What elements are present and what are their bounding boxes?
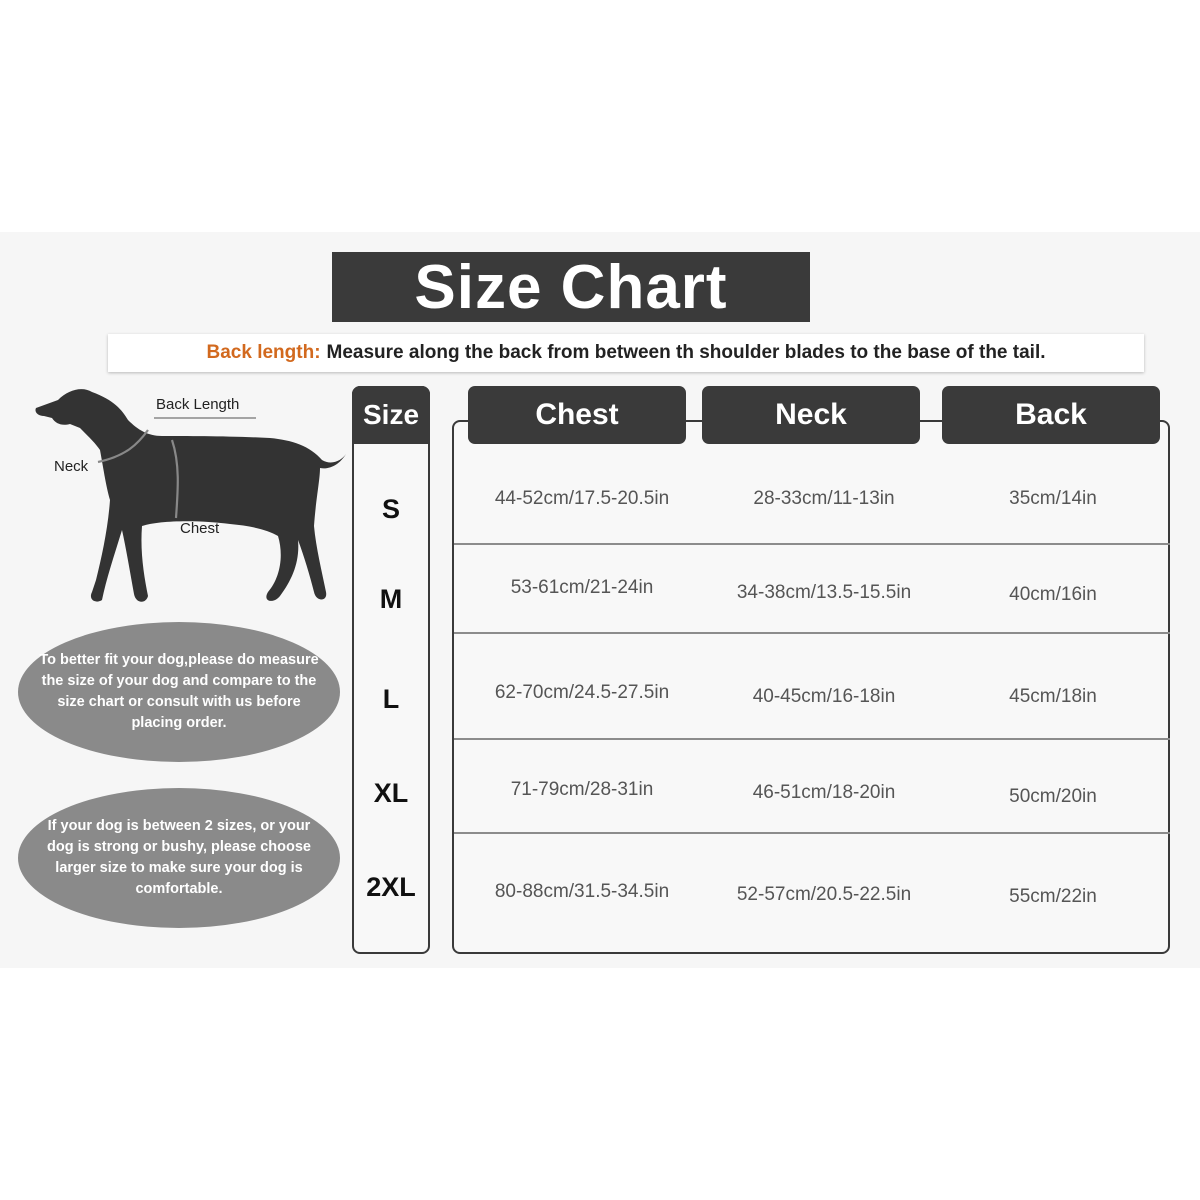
neck-column-header: Neck bbox=[702, 386, 920, 444]
size-column-header: Size bbox=[352, 386, 430, 444]
row-divider bbox=[454, 738, 1170, 740]
size-cell: M bbox=[379, 584, 403, 614]
neck-cell: 46-51cm/18-20in bbox=[752, 782, 896, 803]
chest-cell: 44-52cm/17.5-20.5in bbox=[494, 488, 670, 509]
back-length-note bbox=[108, 334, 1144, 372]
fit-advice-note bbox=[18, 622, 340, 762]
chest-cell: 53-61cm/21-24in bbox=[510, 577, 654, 598]
back-length-label: Back Length bbox=[156, 396, 240, 413]
neck-cell: 52-57cm/20.5-22.5in bbox=[736, 884, 912, 905]
size-column bbox=[352, 386, 430, 954]
back-cell: 45cm/18in bbox=[1009, 686, 1097, 707]
back-cell: 50cm/20in bbox=[1009, 786, 1097, 807]
dog-silhouette-icon bbox=[30, 380, 350, 620]
back-cell: 35cm/14in bbox=[1009, 488, 1097, 509]
chest-column-header: Chest bbox=[468, 386, 686, 444]
size-cell: 2XL bbox=[366, 872, 416, 902]
row-divider bbox=[454, 543, 1170, 545]
neck-cell: 40-45cm/16-18in bbox=[752, 686, 896, 707]
dog-diagram bbox=[30, 380, 350, 620]
back-length-note-label: Back length: bbox=[206, 342, 321, 363]
back-cell: 55cm/22in bbox=[1009, 886, 1097, 907]
back-length-note-text: Measure along the back from between th shoulder blades to the base of the tail. bbox=[326, 342, 1046, 363]
back-cell: 40cm/16in bbox=[1009, 584, 1097, 605]
chest-cell: 71-79cm/28-31in bbox=[510, 779, 654, 800]
between-sizes-text: If your dog is between 2 sizes, or your dog is strong or bushy, please choose larger size to make sure your dog is comfortable. bbox=[46, 818, 311, 897]
back-column-header: Back bbox=[942, 386, 1160, 444]
neck-label: Neck bbox=[54, 458, 89, 475]
chest-cell: 62-70cm/24.5-27.5in bbox=[494, 682, 670, 703]
row-divider bbox=[454, 832, 1170, 834]
size-cell: L bbox=[382, 684, 400, 714]
fit-advice-text: To better fit your dog,please do measure the size of your dog and compare to the size chart or consult with us before placing order. bbox=[39, 652, 319, 731]
page-title: Size Chart bbox=[414, 252, 728, 322]
title-banner bbox=[332, 252, 810, 322]
neck-cell: 28-33cm/11-13in bbox=[753, 488, 895, 509]
neck-cell: 34-38cm/13.5-15.5in bbox=[736, 582, 912, 603]
size-cell: XL bbox=[373, 778, 409, 808]
row-divider bbox=[454, 632, 1170, 634]
chest-label: Chest bbox=[180, 520, 220, 537]
size-cell: S bbox=[381, 494, 400, 524]
chest-cell: 80-88cm/31.5-34.5in bbox=[494, 881, 670, 902]
between-sizes-note bbox=[18, 788, 340, 928]
